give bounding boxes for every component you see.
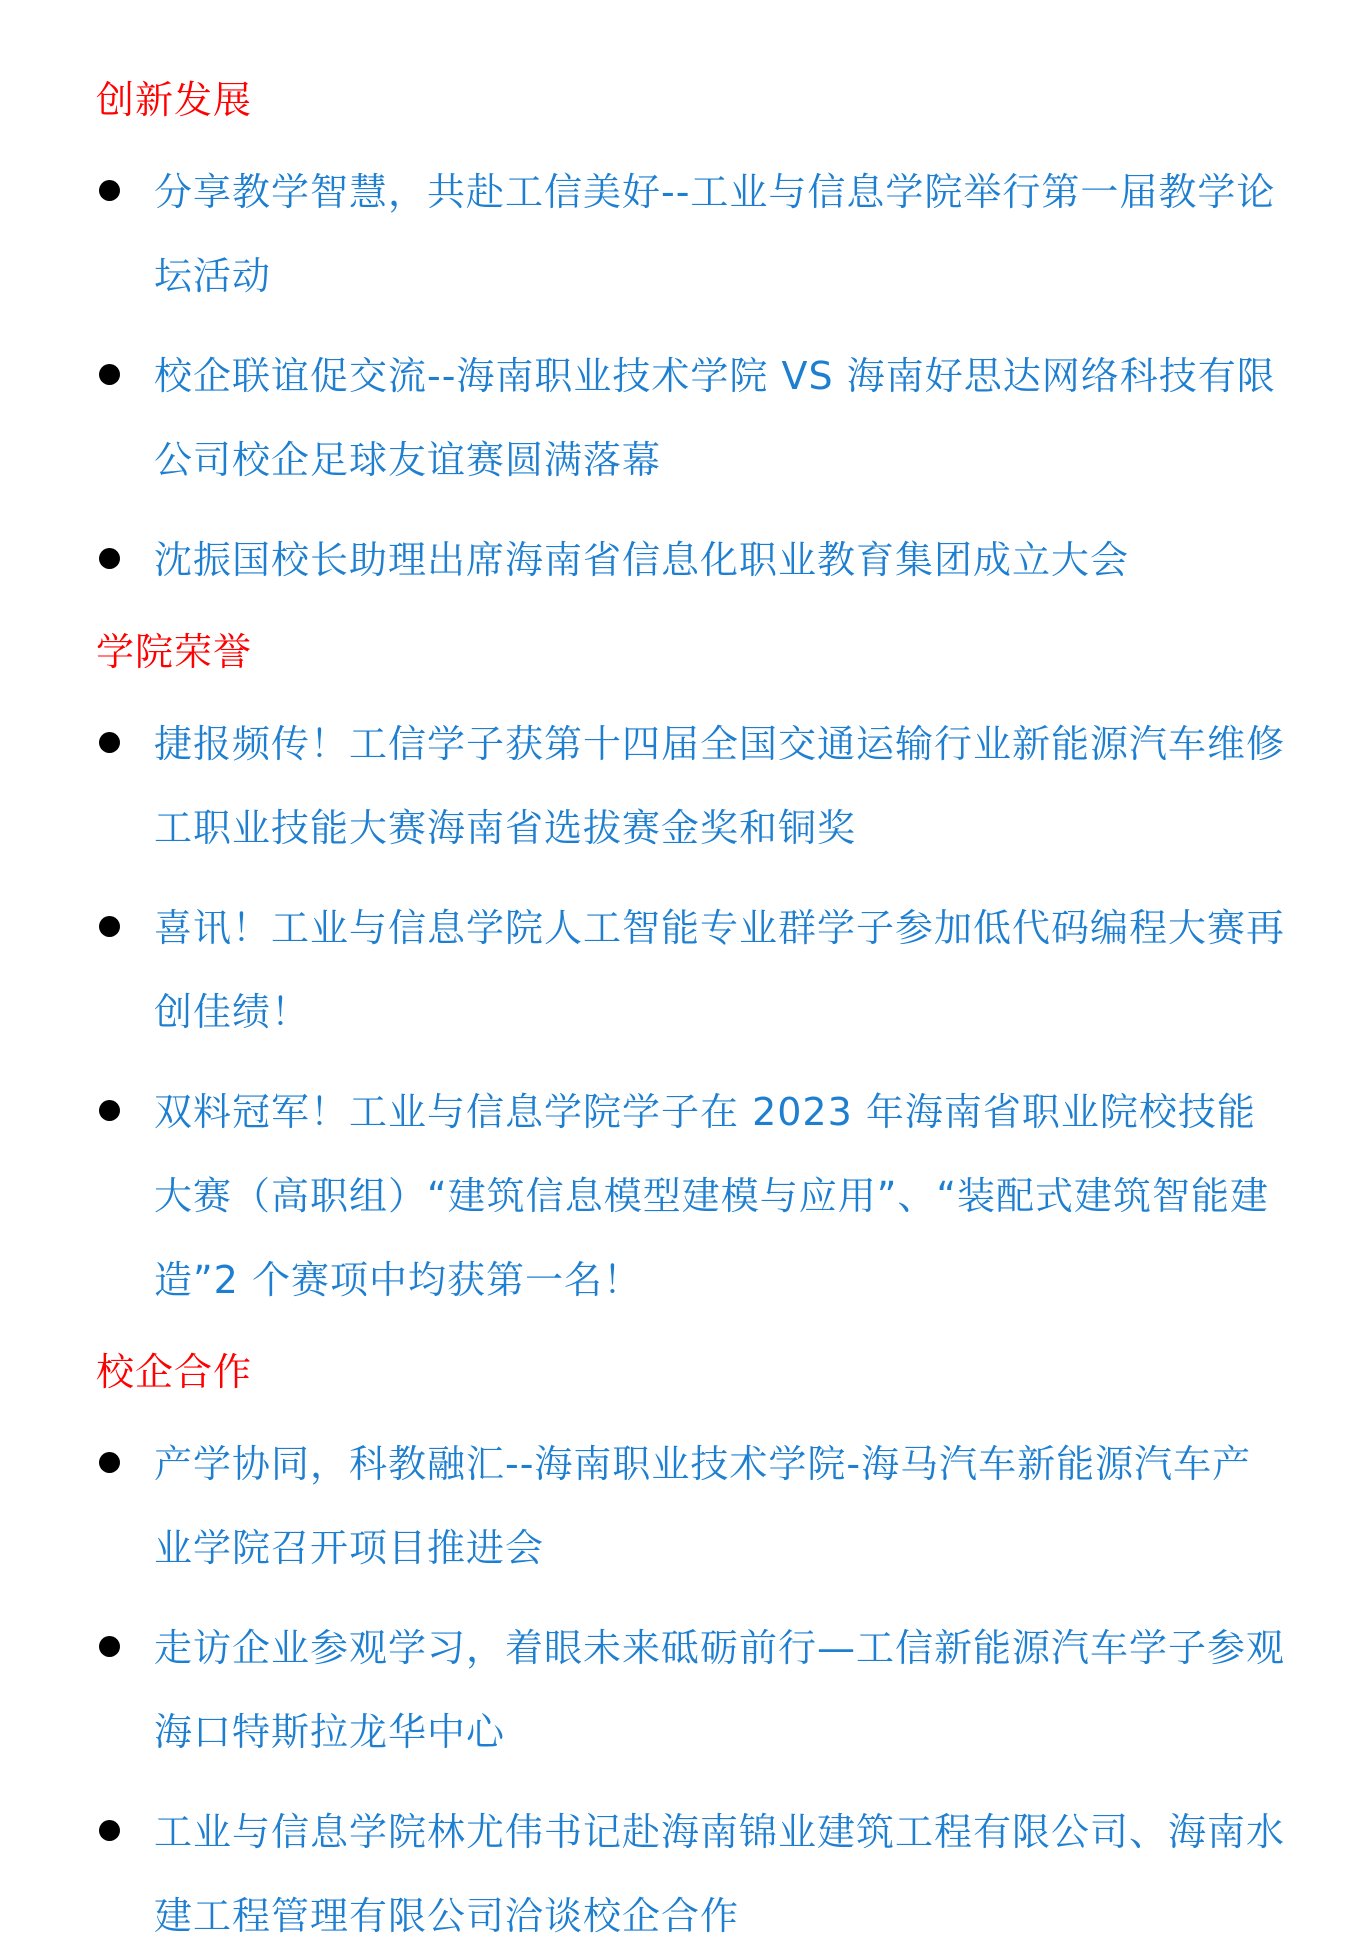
bullet-icon bbox=[99, 180, 120, 201]
news-link[interactable]: 校企联谊促交流--海南职业技术学院 VS 海南好思达网络科技有限公司校企足球友谊赛圆满落幕 bbox=[154, 354, 1276, 482]
news-link[interactable]: 喜讯！工业与信息学院人工智能专业群学子参加低代码编程大赛再创佳绩！ bbox=[154, 906, 1286, 1034]
section-innovation bbox=[96, 66, 1288, 602]
news-link[interactable]: 工业与信息学院林尤伟书记赴海南锦业建筑工程有限公司、海南水建工程管理有限公司洽谈校企合作 bbox=[154, 1810, 1286, 1938]
bullet-icon bbox=[99, 1820, 120, 1841]
bullet-icon bbox=[99, 1100, 120, 1121]
news-link[interactable]: 分享教学智慧，共赴工信美好--工业与信息学院举行第一届教学论坛活动 bbox=[154, 170, 1276, 298]
list-item bbox=[96, 1606, 1288, 1774]
news-link[interactable]: 产学协同，科教融汇--海南职业技术学院-海马汽车新能源汽车产业学院召开项目推进会 bbox=[154, 1442, 1252, 1570]
list-item bbox=[96, 886, 1288, 1054]
list-item bbox=[96, 1422, 1288, 1590]
news-link[interactable]: 沈振国校长助理出席海南省信息化职业教育集团成立大会 bbox=[154, 538, 1130, 582]
news-link[interactable]: 双料冠军！工业与信息学院学子在 2023 年海南省职业院校技能大赛（高职组）“建筑信息模型建模与应用”、“装配式建筑智能建造”2 个赛项中均获第一名！ bbox=[154, 1090, 1270, 1302]
list-item bbox=[96, 334, 1288, 502]
bullet-icon bbox=[99, 364, 120, 385]
list-item bbox=[96, 1070, 1288, 1322]
news-link[interactable]: 走访企业参观学习，着眼未来砥砺前行—工信新能源汽车学子参观海口特斯拉龙华中心 bbox=[154, 1626, 1286, 1754]
section-heading: 创新发展 bbox=[96, 78, 253, 122]
section-heading: 学院荣誉 bbox=[96, 630, 253, 674]
list-item bbox=[96, 518, 1288, 602]
bullet-icon bbox=[99, 1452, 120, 1473]
section-honors bbox=[96, 618, 1288, 1322]
section-cooperation bbox=[96, 1338, 1288, 1958]
bullet-icon bbox=[99, 916, 120, 937]
list-item bbox=[96, 1790, 1288, 1958]
news-link[interactable]: 捷报频传！工信学子获第十四届全国交通运输行业新能源汽车维修工职业技能大赛海南省选拔赛金奖和铜奖 bbox=[154, 722, 1286, 850]
news-list bbox=[96, 1422, 1288, 1958]
bullet-icon bbox=[99, 1636, 120, 1657]
bullet-icon bbox=[99, 732, 120, 753]
section-heading: 校企合作 bbox=[96, 1350, 253, 1394]
news-list bbox=[96, 702, 1288, 1322]
list-item bbox=[96, 150, 1288, 318]
list-item bbox=[96, 702, 1288, 870]
bullet-icon bbox=[99, 548, 120, 569]
news-list bbox=[96, 150, 1288, 602]
